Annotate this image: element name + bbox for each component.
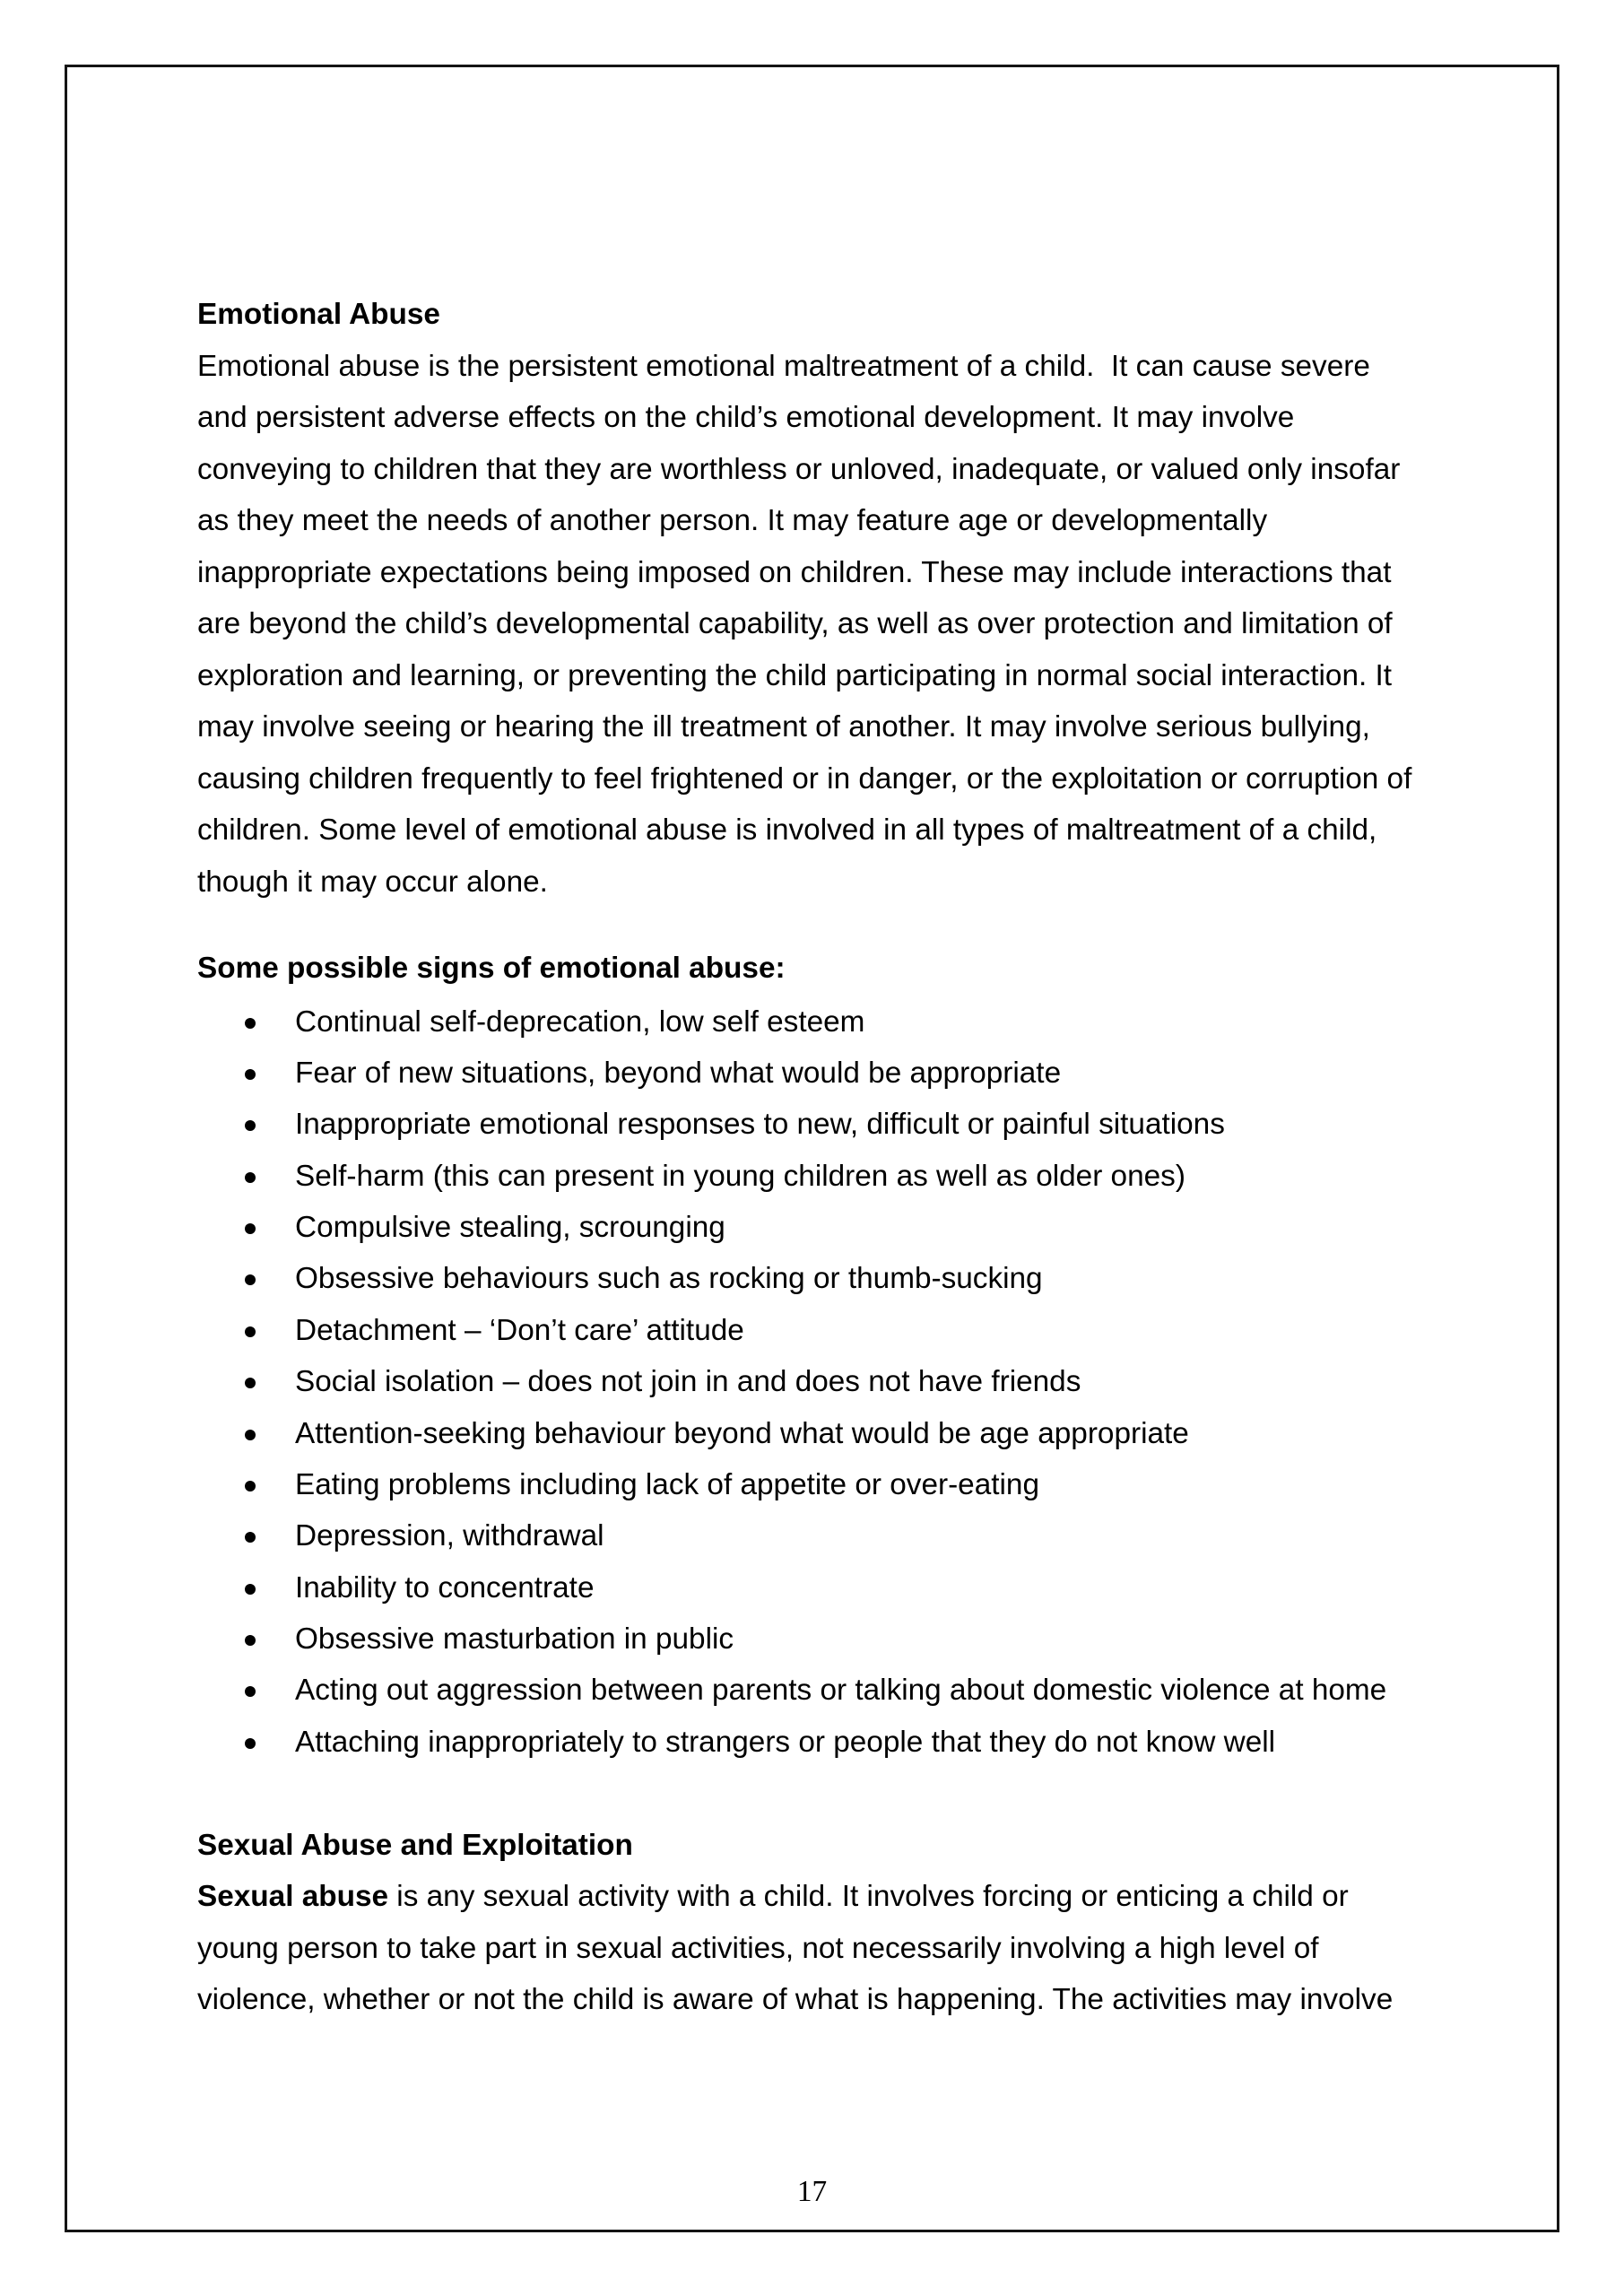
- list-item: [197, 1562, 1453, 1613]
- list-item-text: Acting out aggression between parents or talking about domestic violence at home: [295, 1674, 1387, 1708]
- bullet-icon: [245, 1584, 256, 1595]
- list-item: [197, 1099, 1453, 1150]
- list-item: [197, 1459, 1453, 1510]
- bullet-icon: [245, 1172, 256, 1183]
- list-item-text: Attaching inappropriately to strangers or people that they do not know well: [295, 1725, 1276, 1759]
- bullet-icon: [245, 1274, 256, 1285]
- list-item-text: Attention-seeking behaviour beyond what would be age appropriate: [295, 1416, 1189, 1450]
- sexual-abuse-paragraph: [197, 1871, 1453, 2026]
- paragraph-line: though it may occur alone.: [197, 865, 548, 899]
- bullet-icon: [245, 1018, 256, 1029]
- bullet-icon: [245, 1532, 256, 1543]
- list-item-text: Depression, withdrawal: [295, 1519, 604, 1553]
- paragraph-line: as they meet the needs of another person. It may feature age or developmentally: [197, 504, 1268, 537]
- blank-line: [197, 1768, 1453, 1820]
- bullet-icon: [245, 1326, 256, 1337]
- list-item-text: Eating problems including lack of appetite or over-eating: [295, 1467, 1039, 1501]
- bullet-icon: [245, 1635, 256, 1646]
- list-item: [197, 1305, 1453, 1356]
- paragraph-line: inappropriate expectations being imposed on children. These may include interactions that: [197, 555, 1392, 589]
- signs-heading: Some possible signs of emotional abuse:: [197, 952, 786, 985]
- paragraph-line: conveying to children that they are worthless or unloved, inadequate, or valued only insofar: [197, 452, 1401, 486]
- bullet-icon: [245, 1430, 256, 1440]
- list-item-text: Inappropriate emotional responses to new, difficult or painful situations: [295, 1108, 1225, 1142]
- list-item: [197, 1613, 1453, 1665]
- bullet-icon: [245, 1738, 256, 1749]
- page-number: 17: [796, 2175, 828, 2208]
- paragraph-line: children. Some level of emotional abuse is involved in all types of maltreatment of a child,: [197, 813, 1377, 847]
- bullet-icon: [245, 1069, 256, 1080]
- paragraph-line: causing children frequently to feel frightened or in danger, or the exploitation or corruption of: [197, 761, 1412, 796]
- signs-list: [197, 996, 1453, 1769]
- emotional-abuse-paragraph: [197, 341, 1453, 909]
- list-item-text: Fear of new situations, beyond what would be appropriate: [295, 1056, 1062, 1090]
- list-item-text: Self-harm (this can present in young children as well as older ones): [295, 1159, 1185, 1193]
- bold-term: Sexual abuse: [197, 1880, 389, 1914]
- bullet-icon: [245, 1223, 256, 1234]
- list-item: [197, 1356, 1453, 1407]
- paragraph-line: may involve seeing or hearing the ill treatment of another. It may involve serious bullying,: [197, 710, 1370, 744]
- paragraph-line: exploration and learning, or preventing the child participating in normal social interaction. It: [197, 658, 1393, 692]
- list-item: [197, 996, 1453, 1048]
- list-item-text: Obsessive behaviours such as rocking or thumb-sucking: [295, 1262, 1043, 1296]
- list-item: [197, 1202, 1453, 1253]
- paragraph-line: young person to take part in sexual activities, not necessarily involving a high level of: [197, 1931, 1319, 1965]
- list-item-text: Continual self-deprecation, low self esteem: [295, 1004, 865, 1039]
- paragraph-line: [197, 1871, 1453, 1923]
- section-heading-emotional-abuse: Emotional Abuse: [197, 298, 440, 331]
- paragraph-spacing: [197, 908, 1453, 943]
- list-item: [197, 1408, 1453, 1459]
- paragraph-line: are beyond the child’s developmental capability, as well as over protection and limitation of: [197, 607, 1393, 640]
- bullet-icon: [245, 1481, 256, 1492]
- paragraph-text: is any sexual activity with a child. It involves forcing or enticing a child or: [388, 1880, 1349, 1914]
- list-item: [197, 1665, 1453, 1716]
- bullet-icon: [245, 1120, 256, 1131]
- paragraph-line: and persistent adverse effects on the child’s emotional development. It may involve: [197, 401, 1295, 434]
- paragraph-line: Emotional abuse is the persistent emotional maltreatment of a child. It can cause severe: [197, 349, 1370, 383]
- list-item: [197, 1048, 1453, 1099]
- list-item-text: Inability to concentrate: [295, 1570, 595, 1605]
- list-item-text: Detachment – ‘Don’t care’ attitude: [295, 1313, 744, 1347]
- list-item-text: Obsessive masturbation in public: [295, 1622, 734, 1656]
- section-heading-sexual-abuse: Sexual Abuse and Exploitation: [197, 1828, 633, 1862]
- list-item: [197, 1510, 1453, 1561]
- list-item-text: Compulsive stealing, scrounging: [295, 1211, 725, 1244]
- list-item-text: Social isolation – does not join in and does not have friends: [295, 1365, 1081, 1399]
- bullet-icon: [245, 1378, 256, 1388]
- paragraph-line: violence, whether or not the child is aware of what is happening. The activities may involve: [197, 1983, 1394, 2017]
- list-item: [197, 1717, 1453, 1768]
- list-item: [197, 1253, 1453, 1304]
- page-content: [197, 289, 1453, 2026]
- bullet-icon: [245, 1686, 256, 1697]
- list-item: [197, 1151, 1453, 1202]
